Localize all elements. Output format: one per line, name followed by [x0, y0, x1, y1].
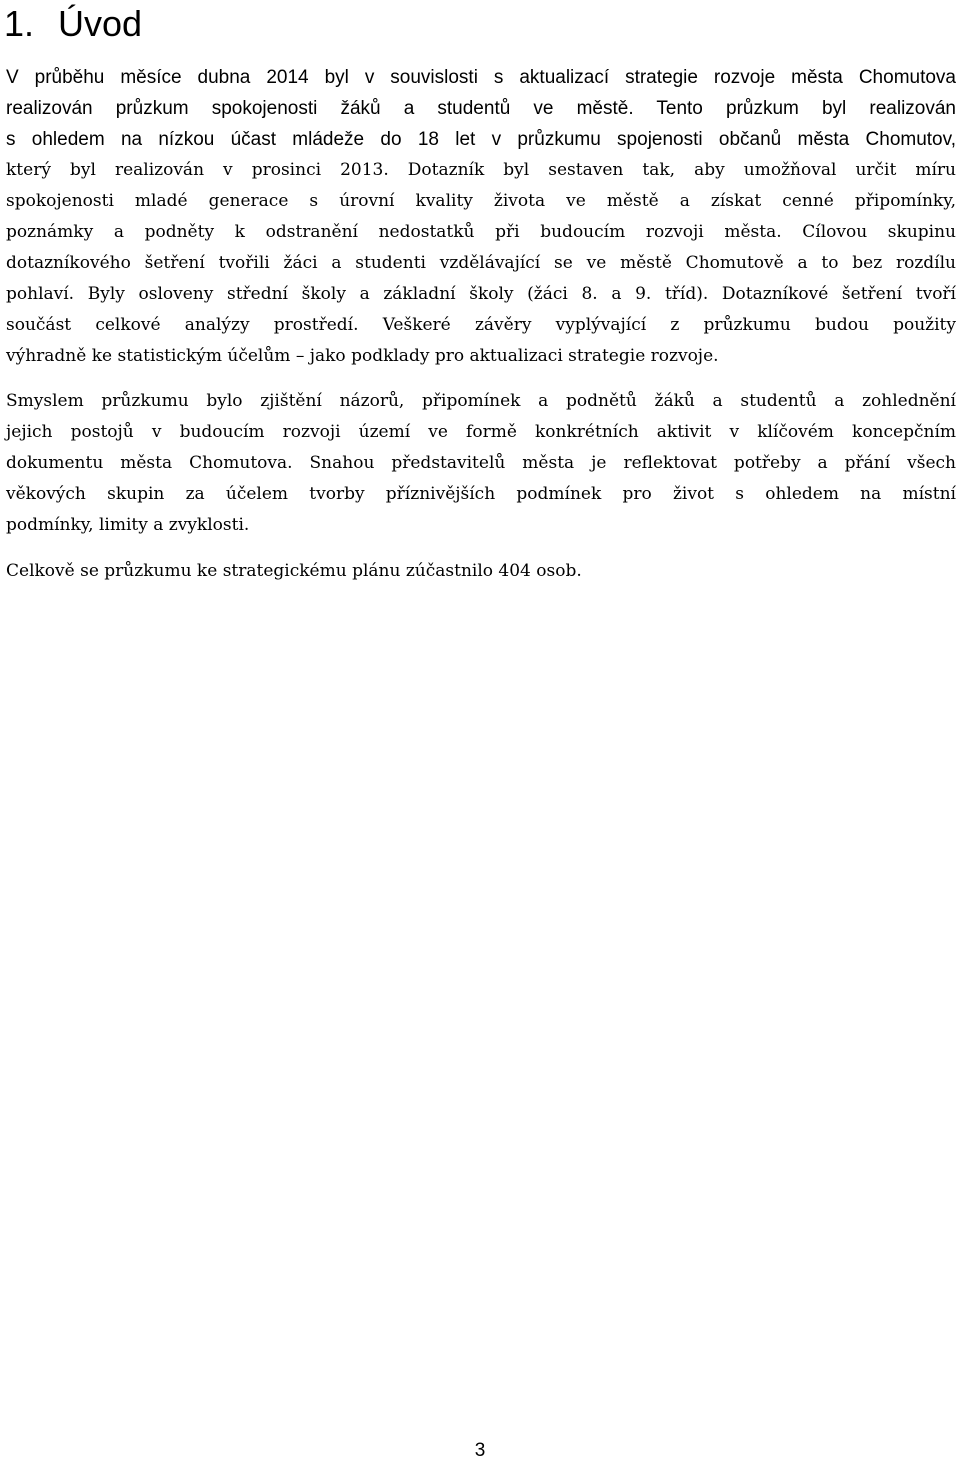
paragraph-line: spokojenosti mladé generace s úrovní kvality života ve městě a získat cenné připomínky,: [6, 191, 956, 211]
paragraph-line: poznámky a podněty k odstranění nedostatků při budoucím rozvoji města. Cílovou skupinu: [6, 222, 956, 242]
paragraph-line: realizován průzkum spokojenosti žáků a studentů ve městě. Tento průzkum byl realizován: [6, 98, 956, 119]
paragraph-line: s ohledem na nízkou účast mládeže do 18 let v průzkumu spojenosti občanů města Chomutov,: [6, 129, 956, 150]
paragraph-line: V průběhu měsíce dubna 2014 byl v souvislosti s aktualizací strategie rozvoje města Chomutova: [6, 67, 956, 88]
intro-paragraph: [6, 62, 956, 372]
paragraph-line: dotazníkového šetření tvořili žáci a studenti vzdělávající se ve městě Chomutově a to bez rozdílu: [6, 253, 956, 273]
paragraph-line: Celkově se průzkumu ke strategickému plánu zúčastnilo 404 osob.: [6, 561, 582, 581]
paragraph-line: Smyslem průzkumu bylo zjištění názorů, připomínek a podnětů žáků a studentů a zohlednění: [6, 391, 956, 411]
paragraph-line: věkových skupin za účelem tvorby příznivějších podmínek pro život s ohledem na místní: [6, 484, 956, 504]
paragraph-line: pohlaví. Byly osloveny střední školy a základní školy (žáci 8. a 9. tříd). Dotazníkové šetření tvoří: [6, 284, 956, 304]
paragraph-line: dokumentu města Chomutova. Snahou představitelů města je reflektovat potřeby a přání všech: [6, 453, 956, 473]
purpose-paragraph: [6, 386, 956, 541]
paragraph-line: součást celkové analýzy prostředí. Veškeré závěry vyplývající z průzkumu budou použity: [6, 315, 956, 335]
paragraph-line: jejich postojů v budoucím rozvoji území ve formě konkrétních aktivit v klíčovém koncepčním: [6, 422, 956, 442]
paragraph-line: výhradně ke statistickým účelům – jako podklady pro aktualizaci strategie rozvoje.: [6, 346, 719, 366]
page-number: 3: [474, 1440, 486, 1461]
paragraph-line: který byl realizován v prosinci 2013. Dotazník byl sestaven tak, aby umožňoval určit míru: [6, 160, 956, 180]
section-number: 1.: [4, 3, 35, 44]
section-title: Úvod: [58, 3, 143, 44]
participants-paragraph: [6, 556, 956, 587]
section-heading: [4, 2, 142, 46]
paragraph-line: podmínky, limity a zvyklosti.: [6, 515, 250, 535]
